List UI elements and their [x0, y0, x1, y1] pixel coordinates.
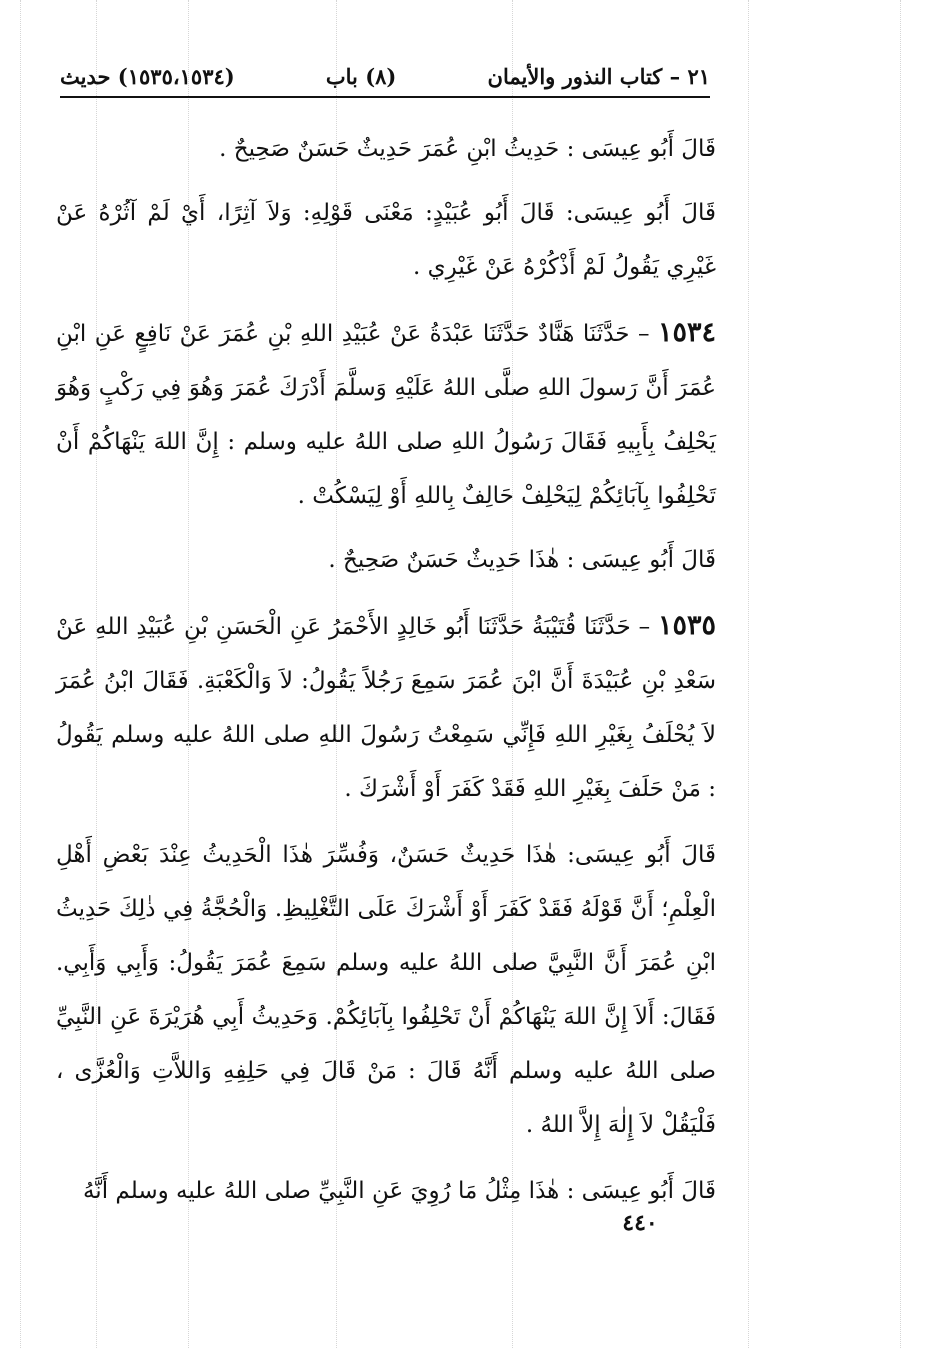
paragraph [56, 186, 716, 294]
text-body [56, 122, 716, 1228]
paragraph-text: – حَدَّثَنَا هَنَّادٌ حَدَّثَنَا عَبْدَةُ عَنْ عُبَيْدِ اللهِ بْنِ عُمَرَ عَنْ نَافِعٍ عَنِ ابْنِ عُمَرَ أَنَّ رَسولَ اللهِ صلَّى اللهُ عَلَيْهِ وَسلَّمَ أَدْرَكَ عُمَرَ وَهُوَ فِي رَكْبٍ وَهُوَ يَحْلِفُ بِأَبِيهِ فَقَالَ رَسُولُ اللهِ صلى اللهُ عليه وسلم : إِنَّ اللهَ يَنْهَاكُمْ أَنْ تَحْلِفُوا بِآبَائِكُمْ لِيَحْلِفْ حَالِفٌ بِاللهِ أَوْ لِيَسْكُتْ . [56, 321, 716, 509]
paragraph [56, 122, 716, 176]
hadith-range: (١٥٣٥،١٥٣٤) حديث [60, 63, 235, 89]
scan-guide-line [20, 0, 21, 1348]
paragraph [56, 828, 716, 1152]
paragraph-text: قَالَ أَبُو عِيسَى: قَالَ أَبُو عُبَيْدٍ: مَعْنَى قَوْلِهِ: وَلاَ آثِرًا، أَيْ لَمْ آثُرْهُ عَنْ غَيْرِي يَقُولُ لَمْ أَذْكُرْهُ عَنْ غَيْرِي . [56, 200, 716, 280]
hadith-paragraph [56, 306, 716, 523]
paragraph [56, 533, 716, 587]
hadith-number: ١٥٣٥ [657, 610, 716, 641]
hadith-number: ١٥٣٤ [658, 317, 717, 348]
running-header [60, 56, 710, 98]
page-number: ٤٤٠ [622, 1210, 658, 1236]
paragraph-text: قَالَ أَبُو عِيسَى: هٰذَا حَدِيثٌ حَسَنٌ، وَفُسِّرَ هٰذَا الْحَدِيثُ عِنْدَ بَعْضِ أَهْلِ الْعِلْمِ؛ أَنَّ قَوْلَهُ فَقَدْ كَفَرَ أَوْ أَشْرَكَ عَلَى التَّغْلِيظِ. وَالْحُجَّةُ فِي ذٰلِكَ حَدِيثُ ابْنِ عُمَرَ أَنَّ النَّبِيَّ صلى اللهُ عليه وسلم سَمِعَ عُمَرَ يَقُولُ: وَأَبِي وَأَبِي. فَقَالَ: أَلاَ إِنَّ اللهَ يَنْهَاكُمْ أَنْ تَحْلِفُوا بِآبَائِكُمْ. وَحَدِيثُ أَبِي هُرَيْرَةَ عَنِ النَّبِيِّ صلى اللهُ عليه وسلم أَنَّهُ قَالَ : مَنْ قَالَ فِي حَلِفِهِ وَاللاَّتِ وَالْعُزَّى ، فَلْيَقُلْ لاَ إِلٰهَ إِلاَّ اللهُ . [56, 842, 716, 1138]
chapter-title: ٢١ – كتاب النذور والأيمان [487, 63, 710, 89]
paragraph-text: قَالَ أَبُو عِيسَى : هٰذَا حَدِيثٌ حَسَنٌ صَحِيحٌ . [328, 547, 716, 573]
paragraph-text: قَالَ أَبُو عِيسَى : هٰذَا مِثْلُ مَا رُوِيَ عَنِ النَّبِيِّ صلى اللهُ عليه وسلم أَنَّهُ [82, 1178, 716, 1204]
hadith-paragraph [56, 599, 716, 816]
paragraph-text: قَالَ أَبُو عِيسَى : حَدِيثُ ابْنِ عُمَرَ حَدِيثٌ حَسَنٌ صَحِيحٌ . [219, 136, 716, 162]
section-label: (٨) باب [325, 63, 397, 89]
scan-guide-line [748, 0, 749, 1348]
scan-guide-line [900, 0, 901, 1348]
paragraph-text: – حَدَّثَنَا قُتَيْبَةُ حَدَّثَنَا أَبُو خَالِدٍ الأَحْمَرُ عَنِ الْحَسَنِ بْنِ عُبَيْدِ اللهِ عَنْ سَعْدِ بْنِ عُبَيْدَةَ أَنَّ ابْنَ عُمَرَ سَمِعَ رَجُلاً يَقُولُ: لاَ وَالْكَعْبَةِ. فَقَالَ ابْنُ عُمَرَ لاَ يُحْلَفُ بِغَيْرِ اللهِ فَإِنِّي سَمِعْتُ رَسُولَ اللهِ صلى اللهُ عليه وسلم يَقُولُ : مَنْ حَلَفَ بِغَيْرِ اللهِ فَقَدْ كَفَرَ أَوْ أَشْرَكَ . [56, 614, 716, 802]
